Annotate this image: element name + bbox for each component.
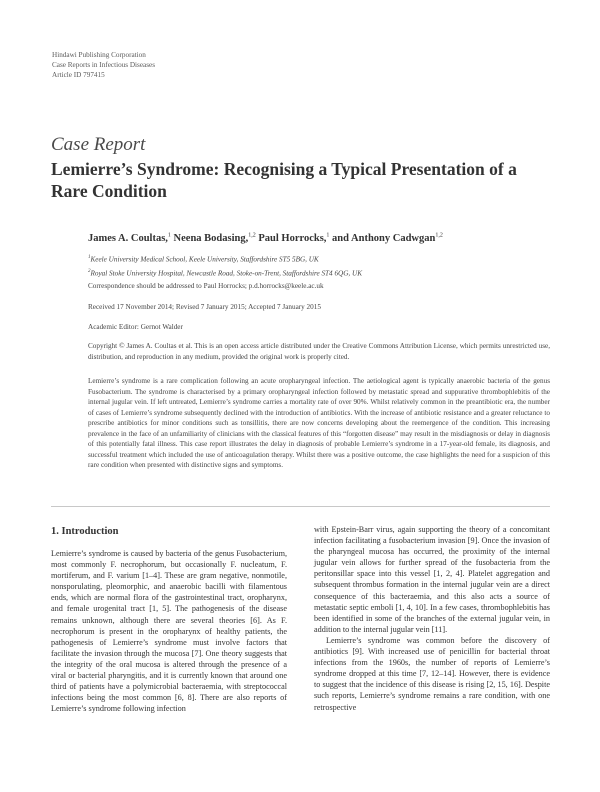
author-list	[88, 232, 443, 244]
affiliations	[88, 252, 362, 280]
author: Neena Bodasing,$^{1,2}$	[173, 232, 256, 244]
copyright-notice: Copyright © James A. Coultas et al. This is an open access article distributed under the Creative Commons Attribution License, which permits unrestricted use, distribution, and reproduction in any medium, provided the original work is properly cited.	[88, 342, 550, 361]
author: James A. Coultas,$^1$	[88, 232, 171, 244]
body-paragraph: Lemierre’s syndrome is caused by bacteria of the genus Fusobacterium, most commonly F. necrophorum, but occasionally F. nucleatum, F. mortiferum, and F. varium [1–4]. These are gram negative, nonmotile, nonsporulating, pleomorphic, and anaerobic bacilli with filamentous ends, which are normal flora of the gastrointestinal tract, oropharynx, and female urogenital tract [1, 5]. The pathogenesis of the disease remains unknown, although there are several theories [6]. As F. necrophorum is present in the oropharynx of healthy patients, the pathogenesis of Lemierre’s syndrome must involve factors that facilitate the invasion through the mucosa [7]. One theory suggests that the integrity of the oral mucosa is altered through the presence of a viral or bacterial pharyngitis, and it is currently known that around one third of patients have a polymicrobial bacteraemia, with streptococcal infections being the most common [6, 8]. There are also reports of Lemierre’s syndrome following infection	[51, 549, 287, 714]
author: Paul Horrocks,$^1$	[258, 232, 330, 244]
section-divider	[51, 506, 550, 507]
left-column	[51, 548, 287, 714]
correspondence: Correspondence should be addressed to Paul Horrocks; p.d.horrocks@keele.ac.uk	[88, 282, 324, 290]
publisher-name: Hindawi Publishing Corporation	[52, 51, 146, 59]
academic-editor: Academic Editor: Gernot Walder	[88, 323, 183, 331]
body-paragraph: with Epstein-Barr virus, again supporting the theory of a concomitant infection facilitating a fusobacterium invasion [9]. Once the invasion of the pharyngeal mucosa has occurred, the proximity of the internal jugular vein allows for further spread of the fusobacteria from the peritonsillar space into this vessel [1, 2, 4]. Platelet aggregation and subsequent thrombus formation in the internal jugular vein are a direct consequence of this bacteraemia, and this also acts a source of metastatic septic emboli [1, 4, 10]. In a few cases, thrombophlebitis has been identified in some of the branches of the external jugular vein, in addition to the internal jugular vein [11].	[314, 525, 550, 634]
journal-name: Case Reports in Infectious Diseases	[52, 61, 155, 69]
paper-title: Lemierre’s Syndrome: Recognising a Typical Presentation of a Rare Condition	[51, 159, 517, 201]
body-paragraph: Lemierre’s syndrome was common before the discovery of antibiotics [9]. With increased use of penicillin for bacterial throat infections from the 1960s, the number of reports of Lemierre’s syndrome dropped at this time [7, 12–14]. However, there is evidence to suggest that the incidence of this disease is rising [2, 15, 16]. Despite such reports, Lemierre’s syndrome remains a rare condition, with one retrospective	[314, 635, 550, 712]
abstract: Lemierre’s syndrome is a rare complication following an acute oropharyngeal infection. The aetiological agent is typically anaerobic bacteria of the genus Fusobacterium. The syndrome is characterised by a primary oropharyngeal infection followed by metastatic spread and suppurative thrombophlebitis of the internal jugular vein. If left untreated, Lemierre’s syndrome carries a mortality rate of over 90%. Whilst relatively common in the preantibiotic era, the number of cases of Lemierre’s syndrome subsequently declined with the introduction of antibiotics. With the increase of antibiotic resistance and a greater reluctance to prescribe antibiotics for minor conditions such as tonsillitis, there are now concerns developing about the reemergence of the condition. This increasing prevalence in the face of an unfamiliarity of clinicians with the classical features of this “forgotten disease” may result in the misdiagnosis or delay in diagnosis of this potentially fatal illness. This case report illustrates the delay in diagnosis of probable Lemierre’s syndrome in a 17-year-old female, its diagnosis, and successful treatment which included the use of anticoagulation therapy. Whilst there was a positive outcome, the case highlights the need for a suspicion of this rare condition when presented with distinctive signs and symptoms.	[88, 377, 550, 469]
affiliation: $^2$Royal Stoke University Hospital, Newcastle Road, Stoke-on-Trent, Staffordshire ST4 6QG, UK	[88, 268, 362, 278]
author: and Anthony Cadwgan$^{1,2}$	[332, 232, 443, 244]
affiliation: $^1$Keele University Medical School, Keele University, Staffordshire ST5 5BG, UK	[88, 255, 319, 264]
section-heading: 1. Introduction	[51, 526, 119, 537]
article-id: Article ID 797415	[52, 71, 105, 79]
journal-header	[52, 50, 155, 80]
right-column	[314, 524, 550, 713]
article-type: Case Report	[51, 134, 146, 155]
article-dates: Received 17 November 2014; Revised 7 January 2015; Accepted 7 January 2015	[88, 303, 321, 311]
